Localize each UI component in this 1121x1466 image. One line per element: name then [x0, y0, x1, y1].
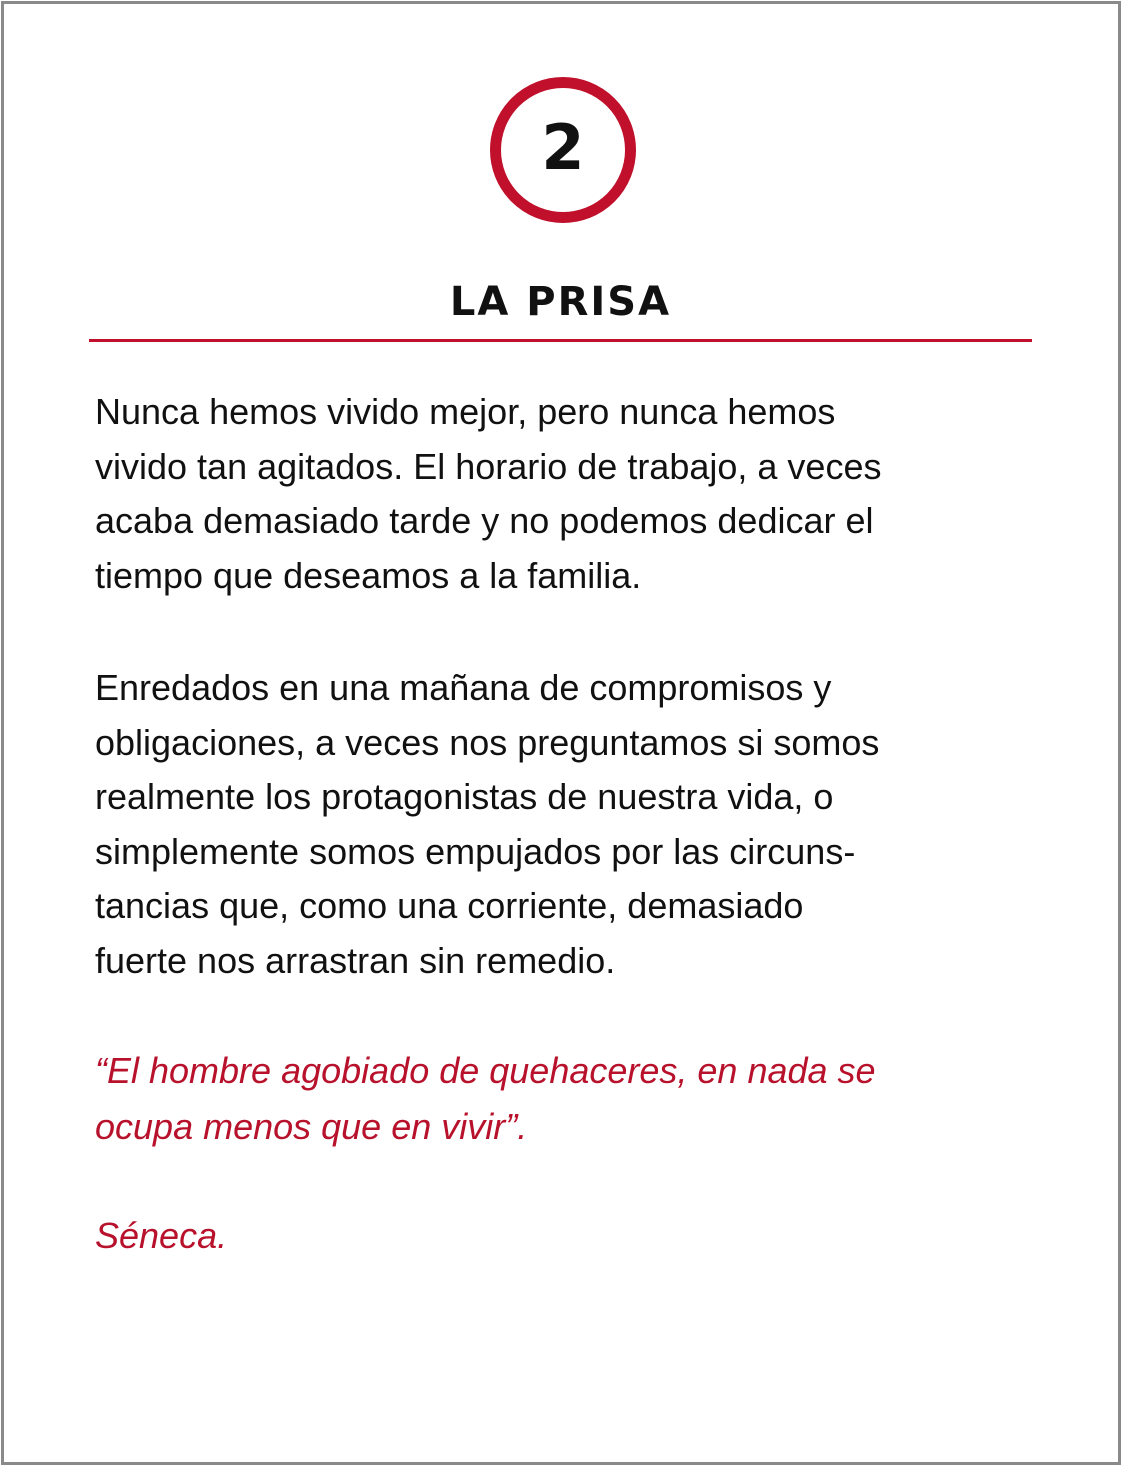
paragraph-line: simplemente somos empujados por las circuns- [95, 830, 856, 872]
paragraph-line: Enredados en una mañana de compromisos y [95, 667, 832, 708]
paragraph-line: tancias que, como una corriente, demasiado [95, 885, 804, 926]
paragraph-2 [95, 661, 1035, 988]
badge-number: 2 [541, 111, 585, 184]
quote-line: ocupa menos que en vivir”. [95, 1106, 528, 1147]
number-badge [490, 77, 636, 223]
quote-author: Séneca. [95, 1215, 228, 1256]
paragraph-line: vivido tan agitados. El horario de trabajo, a veces [95, 445, 882, 487]
title-divider [89, 339, 1032, 342]
paragraph-line: acaba demasiado tarde y no podemos dedicar el [95, 500, 874, 541]
quote [95, 1043, 1035, 1155]
page-title: LA PRISA [449, 279, 672, 325]
paragraph-1 [95, 385, 1035, 603]
paragraph-line: tiempo que deseamos a la familia. [95, 554, 642, 596]
paragraph-line: Nunca hemos vivido mejor, pero nunca hemos [95, 391, 836, 432]
paragraph-line: realmente los protagonistas de nuestra vida, o [95, 776, 834, 817]
paragraph-line: fuerte nos arrastran sin remedio. [95, 939, 616, 981]
paragraph-line: obligaciones, a veces nos preguntamos si somos [95, 721, 880, 763]
quote-line: “El hombre agobiado de quehaceres, en nada se [95, 1050, 876, 1091]
